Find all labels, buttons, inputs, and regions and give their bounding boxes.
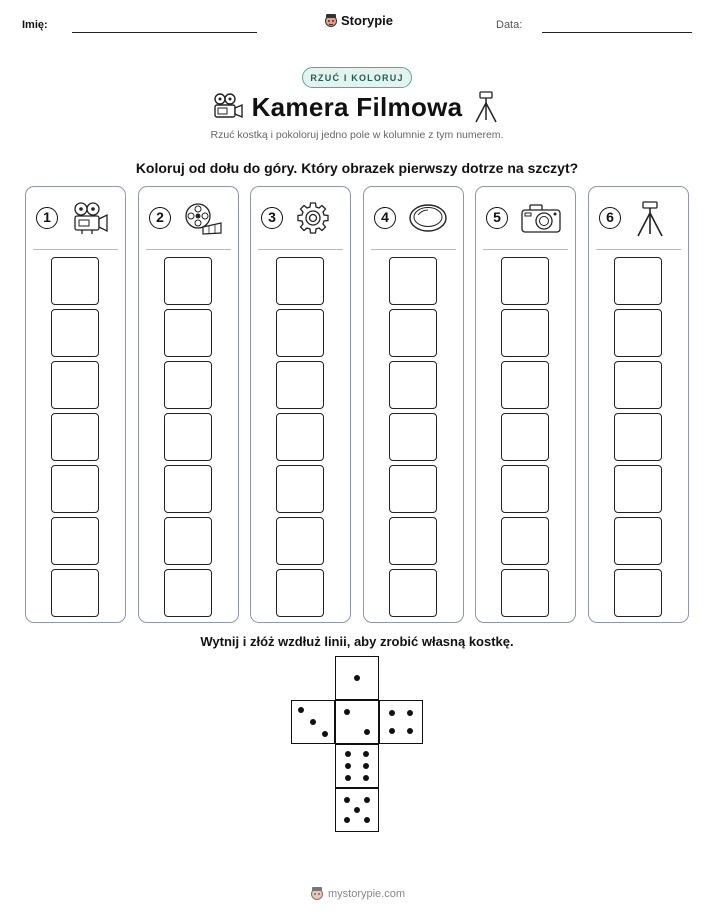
film-reel-icon: [183, 201, 223, 235]
date-line[interactable]: [542, 32, 692, 33]
column-number: 5: [486, 207, 508, 229]
die-pip: [389, 728, 395, 734]
color-box[interactable]: [164, 413, 212, 461]
die-face-2: [335, 700, 379, 744]
storypie-mascot-icon: [324, 13, 338, 28]
tripod-icon: [472, 91, 500, 123]
column-divider: [596, 249, 681, 250]
die-pip: [407, 728, 413, 734]
photo-camera-icon: [520, 201, 562, 235]
column-5: [475, 186, 576, 623]
color-box[interactable]: [51, 361, 99, 409]
color-box[interactable]: [164, 361, 212, 409]
die-pip: [345, 775, 351, 781]
footer: [310, 886, 405, 901]
die-pip: [344, 797, 350, 803]
date-label: Data:: [496, 19, 523, 31]
color-box[interactable]: [389, 257, 437, 305]
color-box[interactable]: [501, 309, 549, 357]
tripod-icon: [633, 201, 667, 237]
color-box[interactable]: [276, 309, 324, 357]
color-box[interactable]: [164, 517, 212, 565]
brand-name: Storypie: [341, 13, 394, 28]
color-box[interactable]: [614, 361, 662, 409]
color-box[interactable]: [389, 361, 437, 409]
color-box[interactable]: [51, 309, 99, 357]
color-box[interactable]: [276, 361, 324, 409]
cut-instruction: Wytnij i złóż wzdłuż linii, aby zrobić własną kostkę.: [200, 634, 514, 649]
color-box[interactable]: [501, 569, 549, 617]
die-pip: [344, 709, 350, 715]
color-box[interactable]: [276, 517, 324, 565]
subtitle: Rzuć kostką i pokoloruj jedno pole w kolumnie z tym numerem.: [210, 129, 504, 141]
color-box[interactable]: [164, 257, 212, 305]
column-4: [363, 186, 464, 623]
column-divider: [258, 249, 343, 250]
column-6: [588, 186, 689, 623]
column-number: 6: [599, 207, 621, 229]
die-pip: [345, 763, 351, 769]
column-divider: [483, 249, 568, 250]
page-title: Kamera Filmowa: [251, 92, 463, 122]
column-1: [25, 186, 126, 623]
color-box[interactable]: [501, 517, 549, 565]
die-pip: [364, 817, 370, 823]
color-box[interactable]: [389, 569, 437, 617]
color-box[interactable]: [614, 465, 662, 513]
storypie-mascot-icon: [310, 886, 324, 901]
die-pip: [354, 675, 360, 681]
die-pip: [363, 775, 369, 781]
color-box[interactable]: [501, 465, 549, 513]
column-number: 2: [149, 207, 171, 229]
footer-url: mystorypie.com: [328, 887, 406, 900]
color-box[interactable]: [614, 257, 662, 305]
color-box[interactable]: [389, 413, 437, 461]
die-pip: [364, 797, 370, 803]
die-pip: [363, 763, 369, 769]
die-face-6: [335, 744, 379, 788]
color-box[interactable]: [51, 465, 99, 513]
die-face-3: [291, 700, 335, 744]
column-divider: [371, 249, 456, 250]
die-pip: [310, 719, 316, 725]
color-box[interactable]: [276, 413, 324, 461]
color-box[interactable]: [501, 361, 549, 409]
color-box[interactable]: [389, 465, 437, 513]
color-box[interactable]: [51, 569, 99, 617]
color-box[interactable]: [164, 309, 212, 357]
column-number: 1: [36, 207, 58, 229]
name-label: Imię:: [22, 19, 48, 31]
color-box[interactable]: [276, 465, 324, 513]
column-2: [138, 186, 239, 623]
column-3: [250, 186, 351, 623]
color-box[interactable]: [164, 569, 212, 617]
column-number: 4: [374, 207, 396, 229]
die-pip: [298, 707, 304, 713]
name-line[interactable]: [72, 32, 257, 33]
brand-logo: [324, 13, 393, 28]
color-box[interactable]: [276, 569, 324, 617]
die-pip: [364, 729, 370, 735]
color-box[interactable]: [614, 413, 662, 461]
instruction-heading: Koloruj od dołu do góry. Który obrazek pierwszy dotrze na szczyt?: [135, 160, 579, 176]
movie-camera-icon: [70, 201, 110, 235]
color-box[interactable]: [501, 413, 549, 461]
column-number: 3: [261, 207, 283, 229]
die-pip: [354, 807, 360, 813]
die-pip: [322, 731, 328, 737]
die-pip: [344, 817, 350, 823]
column-divider: [146, 249, 231, 250]
column-divider: [33, 249, 118, 250]
die-face-4: [379, 700, 423, 744]
color-box[interactable]: [51, 413, 99, 461]
die-pip: [389, 710, 395, 716]
die-pip: [345, 751, 351, 757]
die-face-5: [335, 788, 379, 832]
color-box[interactable]: [501, 257, 549, 305]
gear-icon: [295, 201, 331, 235]
die-pip: [407, 710, 413, 716]
lens-icon: [408, 201, 448, 235]
color-box[interactable]: [389, 517, 437, 565]
color-box[interactable]: [614, 309, 662, 357]
color-box[interactable]: [51, 517, 99, 565]
color-box[interactable]: [51, 257, 99, 305]
color-box[interactable]: [614, 569, 662, 617]
color-box[interactable]: [389, 309, 437, 357]
die-pip: [363, 751, 369, 757]
color-box[interactable]: [276, 257, 324, 305]
activity-badge: RZUĆ I KOLORUJ: [302, 67, 412, 88]
color-box[interactable]: [164, 465, 212, 513]
die-face-1: [335, 656, 379, 700]
color-box[interactable]: [614, 517, 662, 565]
